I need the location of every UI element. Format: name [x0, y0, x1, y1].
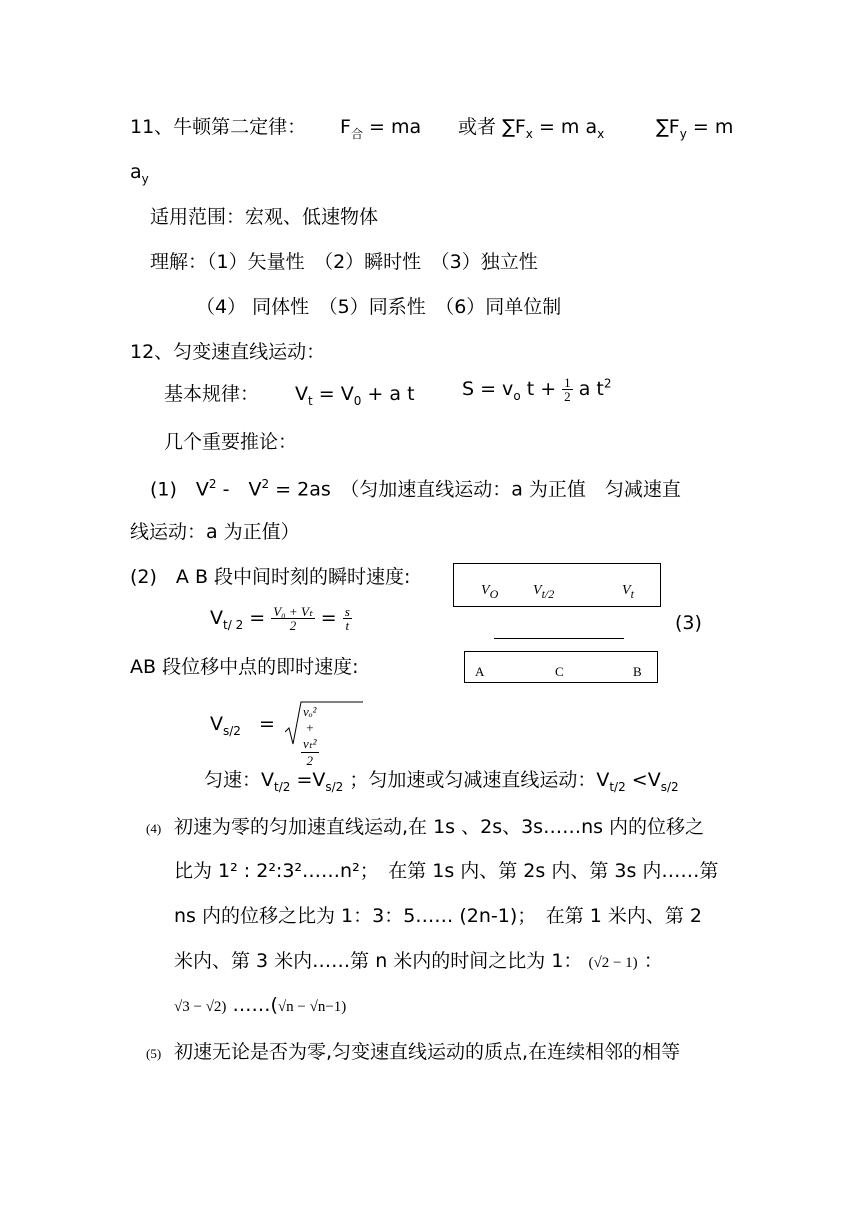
inference-4-line1: 初速为零的匀加速直线运动,在 1s 、2s、3s……ns 内的位移之	[174, 816, 705, 838]
point-b: B	[633, 664, 642, 679]
inference-1-cont: 线运动：a 为正值）	[130, 521, 300, 543]
inference-4-label: (4)	[146, 821, 162, 836]
velocity-diagram-box	[453, 563, 661, 607]
inference-3-label: (3)	[675, 612, 702, 634]
inference-4-line3: ns 内的位移之比为 1：3：5…… (2n-1)； 在第 1 米内、第 2	[174, 905, 703, 927]
vs2-formula: $V_{s/2}$ =	[210, 713, 275, 738]
inference-4-line2: 比为 1² : 2²:3²……n²； 在第 1s 内、第 2s 内、第 3s 内……第	[174, 860, 719, 882]
newton-components: 或者 $\sum F_x = m$ $a_x$	[458, 116, 605, 141]
inference-2: (2) A B 段中间时刻的瞬时速度:	[130, 566, 411, 588]
vt2-label: $V_{t/2}$	[533, 583, 555, 601]
displacement-formula: $S = v_o$ t + $\frac{1}{2}$ a $t^2$	[462, 375, 612, 404]
basic-label: 基本规律：	[164, 383, 260, 405]
position-diagram-box	[464, 651, 658, 683]
vo-label: $V_O$	[481, 583, 499, 601]
newton-eq: $F_合$ = ma	[340, 116, 422, 141]
understanding-line2: （4） 同体性 （5）同系性 （6）同单位制	[196, 296, 562, 318]
inference-5-line1: 初速无论是否为零,匀变速直线运动的质点,在连续相邻的相等	[174, 1041, 681, 1063]
vt2-formula: $V_{t/ 2}$ = $\frac{\text{V₀ + Vₜ}}{2}$ = $\frac{s}{t}$	[210, 604, 350, 633]
inferences-heading: 几个重要推论：	[164, 431, 298, 453]
inference-4-line5: √3 − √2) ……(√n − √n−1)	[174, 994, 347, 1016]
s12-title: 12、匀变速直线运动：	[130, 341, 326, 363]
sqrt-sign-icon	[285, 700, 365, 748]
speed-comparison: 匀速：$V_{t/2} =V_{s/2}$ ；匀加速或匀减速直线运动：$V_{t/2} <V_{s/2}$	[204, 769, 679, 794]
newton-fy: $\sum F_y = m$	[656, 116, 734, 141]
inference-4-line4: 米内、第 3 米内……第 n 米内的时间之比为 1： (√2 − 1) ：	[174, 950, 663, 972]
vt-label: $V_t$	[622, 583, 634, 601]
s11-line1	[130, 118, 306, 137]
newton-ay: $a_y$	[130, 161, 149, 186]
point-a: A	[475, 664, 485, 679]
vt2-fraction: $\frac{\text{V₀ + Vₜ}}{2}$	[273, 604, 313, 633]
inference-1: (1) $V^2$ - $V^2 = 2as$ （匀加速直线运动：a 为正值 匀减速直	[150, 477, 681, 501]
half-fraction: $\frac{1}{2}$	[564, 375, 571, 404]
s11-title: 11、牛顿第二定律：	[130, 116, 307, 138]
inference-5-label: (5)	[146, 1046, 162, 1061]
inference-3: AB 段位移中点的即时速度:	[130, 656, 359, 678]
point-c: C	[555, 664, 564, 679]
divider-line	[494, 638, 624, 639]
understanding-line1: 理解：（1）矢量性 （2）瞬时性 （3）独立性	[150, 251, 538, 273]
velocity-formula: $V_t = V_0 + a$ t	[295, 383, 415, 408]
scope-line: 适用范围：宏观、低速物体	[150, 206, 379, 228]
s-over-t-fraction: $\frac{s}{t}$	[344, 604, 350, 633]
